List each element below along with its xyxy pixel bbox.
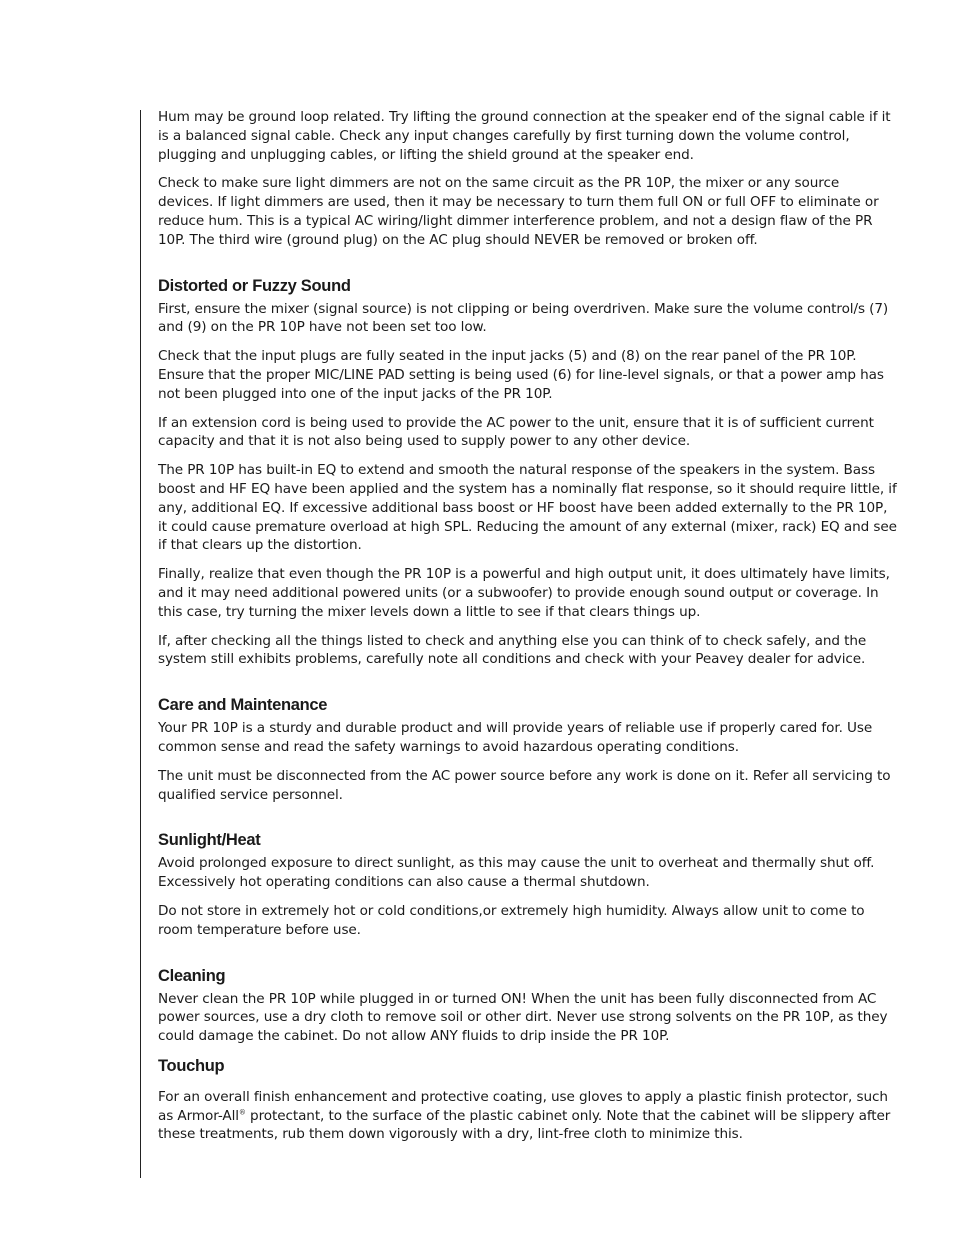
- section-heading-sunlight: Sunlight/Heat: [158, 831, 261, 850]
- section-heading-care: Care and Maintenance: [158, 696, 328, 715]
- touchup-paragraph-1: [158, 1088, 898, 1144]
- page-content: [158, 108, 898, 1154]
- section-heading-touchup: Touchup: [158, 1056, 225, 1075]
- distorted-paragraph-2: Check that the input plugs are fully seated in the input jacks (5) and (8) on the rear panel of the PR 10P. Ensure that the proper MIC/LINE PAD setting is being used (6) for line-level signals, or that a power amp has not been plugged into one of the input jacks of the PR 10P.: [158, 348, 884, 402]
- intro-paragraph-1: Hum may be ground loop related. Try lifting the ground connection at the speaker end of the signal cable if it is a balanced signal cable. Check any input changes carefully by first turning down the volume control, plugging and unplugging cables, or lifting the shield ground at the speaker end.: [158, 109, 891, 163]
- distorted-paragraph-1: First, ensure the mixer (signal source) is not clipping or being overdriven. Make sure the volume control/s (7) and (9) on the PR 10P have not been set too low.: [158, 300, 889, 336]
- distorted-paragraph-3: If an extension cord is being used to provide the AC power to the unit, ensure that it is of sufficient current capacity and that it is not also being used to supply power to any other device.: [158, 414, 874, 450]
- distorted-paragraph-4: The PR 10P has built-in EQ to extend and smooth the natural response of the speakers in the system. Bass boost and HF EQ have been applied and the system has a nominally flat response, so it should require little, if any, additional EQ. If excessive additional bass boost or HF boost have been added externally to the PR 10P, it could cause premature overload at high SPL. Reducing the amount of any external (mixer, rack) EQ and see if that clears up the distortion.: [158, 462, 897, 554]
- left-margin-rule: [140, 110, 141, 1178]
- registered-mark: ®: [238, 1108, 246, 1117]
- sunlight-paragraph-2: Do not store in extremely hot or cold conditions,or extremely high humidity. Always allow unit to come to room temperature before use.: [158, 902, 865, 938]
- care-paragraph-1: Your PR 10P is a sturdy and durable product and will provide years of reliable use if properly cared for. Use common sense and read the safety warnings to avoid hazardous operating conditions.: [158, 720, 873, 755]
- touchup-text-after: protectant, to the surface of the plastic cabinet only. Note that the cabinet will be slippery after these treatments, rub them down vigorously with a dry, lint-free cloth to minimize this.: [158, 1107, 891, 1143]
- cleaning-paragraph-1: Never clean the PR 10P while plugged in or turned ON! When the unit has been fully disconnected from AC power sources, use a dry cloth to remove soil or other dirt. Never use strong solvents on the PR 10P, as they could damage the cabinet. Do not allow ANY fluids to drip inside the PR 10P.: [158, 990, 888, 1045]
- distorted-paragraph-5: Finally, realize that even though the PR 10P is a powerful and high output unit, it does ultimately have limits, and it may need additional powered units (or a subwoofer) to provide enough sound output or coverage. In this case, try turning the mixer levels down a little to see if that clears things up.: [158, 566, 890, 620]
- sunlight-paragraph-1: Avoid prolonged exposure to direct sunlight, as this may cause the unit to overheat and thermally shut off. Excessively hot operating conditions can also cause a thermal shutdown.: [158, 855, 875, 891]
- section-heading-distorted: Distorted or Fuzzy Sound: [158, 276, 351, 295]
- touchup-text-before: For an overall finish enhancement and protective coating, use gloves to apply a plastic finish protector, such as Armor-All: [158, 1088, 888, 1124]
- section-heading-cleaning: Cleaning: [158, 966, 226, 985]
- distorted-paragraph-6: If, after checking all the things listed to check and anything else you can think of to check safely, and the system still exhibits problems, carefully note all conditions and check with your Peavey dealer for advice.: [158, 632, 867, 668]
- care-paragraph-2: The unit must be disconnected from the AC power source before any work is done on it. Refer all servicing to qualified service personnel.: [158, 767, 891, 803]
- intro-paragraph-2: Check to make sure light dimmers are not on the same circuit as the PR 10P, the mixer or any source devices. If light dimmers are used, then it may be necessary to turn them full ON or full OFF to eliminate or reduce hum. This is a typical AC wiring/light dimmer interference problem, and not a design flaw of the PR 10P. The third wire (ground plug) on the AC plug should NEVER be removed or broken off.: [158, 175, 879, 248]
